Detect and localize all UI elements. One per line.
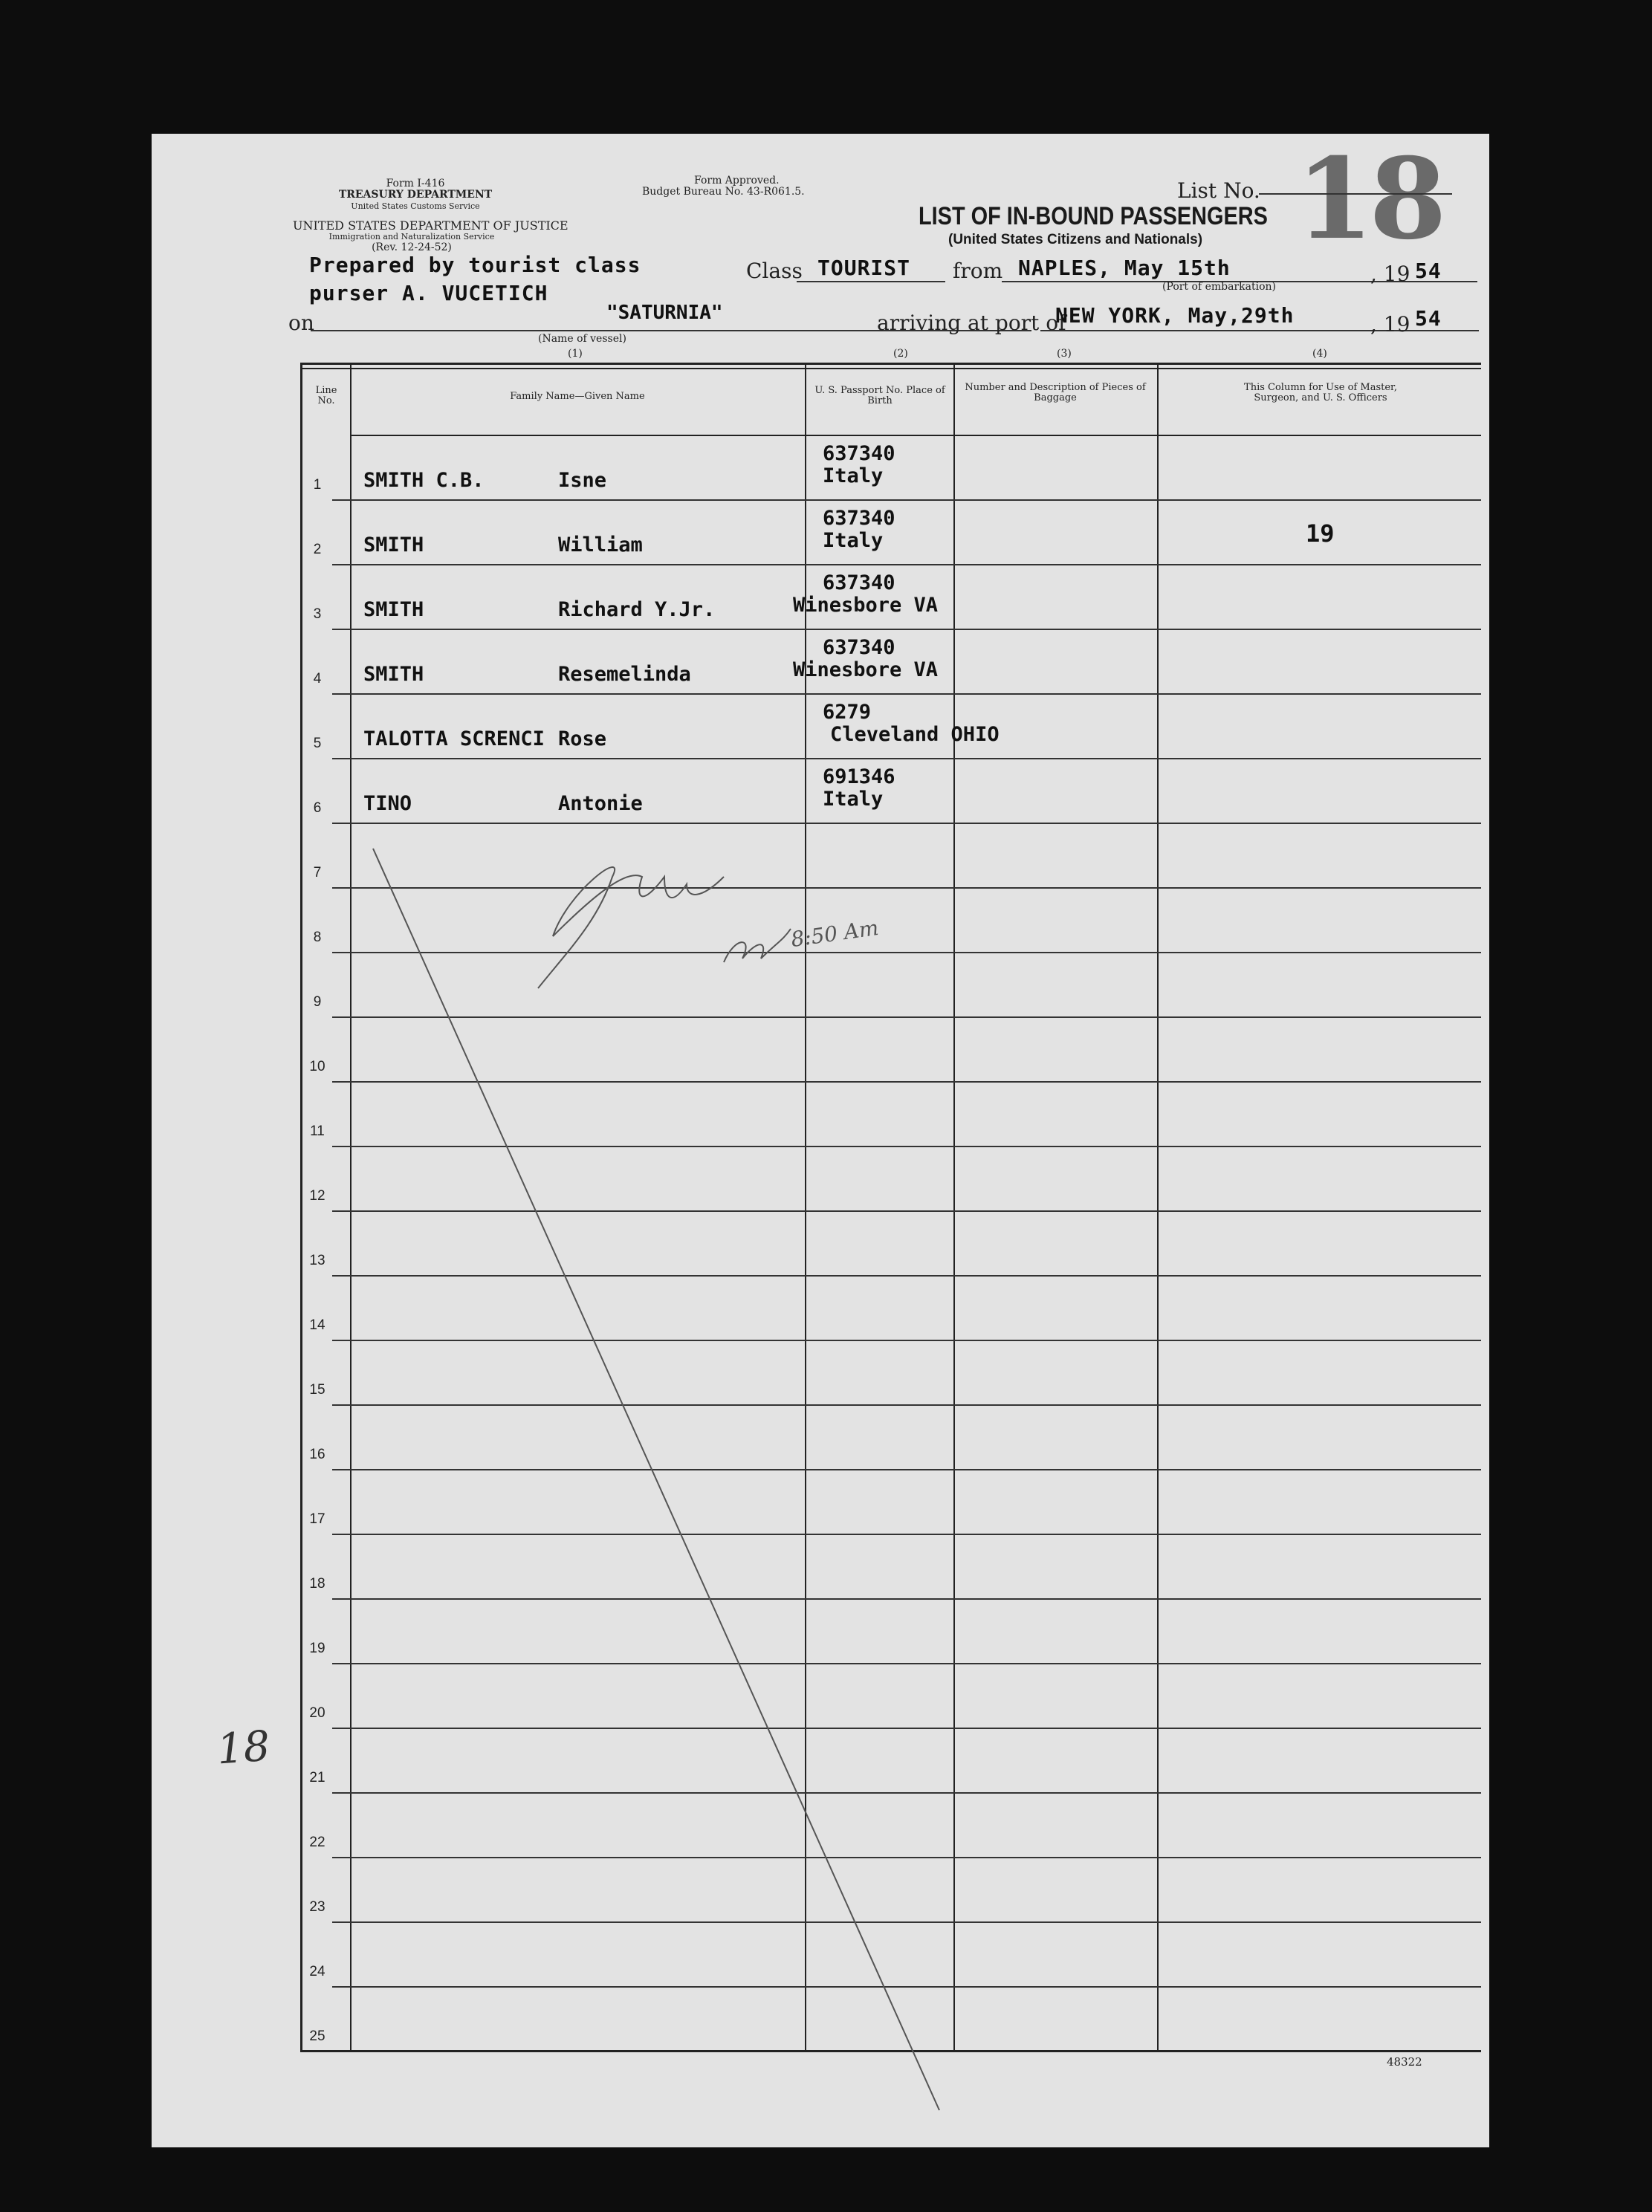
passenger-given-name: Resemelinda	[558, 663, 691, 686]
passenger-list-form	[152, 134, 1489, 2147]
year2-prefix: , 19	[1370, 312, 1410, 337]
passenger-family-name: SMITH	[363, 533, 424, 557]
place-of-birth: Italy	[823, 788, 884, 811]
passport-number: 637340	[823, 636, 895, 659]
prepared-by-line2: purser A. VUCETICH	[309, 281, 548, 305]
prepared-by-line1: Prepared by tourist class	[309, 253, 641, 277]
row-number: 13	[309, 1253, 325, 1268]
margin-handwritten-number: 18	[215, 1722, 272, 1774]
row-number: 1	[313, 477, 322, 493]
place-of-birth: Winesbore VA	[793, 658, 939, 681]
budget-bureau: Budget Bureau No. 43-R061.5.	[642, 186, 805, 198]
passenger-given-name: Antonie	[558, 792, 643, 815]
passport-number: 6279	[823, 701, 872, 724]
list-number: 18	[1296, 134, 1442, 265]
row-number: 5	[313, 736, 322, 751]
customs-service: United States Customs Service	[351, 201, 480, 211]
header-baggage: Number and Description of Pieces of Baggage	[965, 382, 1146, 403]
print-number: 48322	[1387, 2055, 1422, 2069]
row-number: 4	[313, 671, 322, 687]
row-number: 16	[309, 1447, 325, 1462]
row-number: 12	[309, 1188, 325, 1204]
treasury-department: TREASURY DEPARTMENT	[338, 189, 493, 201]
row-number: 25	[309, 2028, 325, 2044]
justice-department: UNITED STATES DEPARTMENT OF JUSTICE	[293, 218, 569, 233]
from-label: from	[953, 259, 1003, 283]
header-line-no: Line No.	[315, 385, 337, 406]
col-num-4: (4)	[1312, 348, 1327, 360]
handwritten-initials-scribble	[724, 929, 791, 962]
from-note: (Port of embarkation)	[1162, 281, 1276, 293]
place-of-birth: Cleveland OHIO	[830, 723, 1000, 746]
col-num-1: (1)	[568, 348, 583, 360]
row-number: 2	[313, 542, 322, 557]
passenger-given-name: William	[558, 533, 643, 557]
row-number: 8	[313, 930, 322, 945]
cancel-diagonal-line	[152, 134, 1489, 2147]
place-of-birth: Winesbore VA	[793, 594, 939, 617]
row-number: 24	[309, 1964, 325, 1979]
col-num-2: (2)	[893, 348, 908, 360]
place-of-birth: Italy	[823, 529, 884, 552]
passport-number: 691346	[823, 765, 895, 788]
passenger-family-name: TINO	[363, 792, 412, 815]
year2-value: 54	[1415, 306, 1442, 331]
list-subtitle: (United States Citizens and Nationals)	[948, 232, 1203, 247]
row-number: 18	[309, 1576, 325, 1592]
place-of-birth: Italy	[823, 464, 884, 487]
passport-number: 637340	[823, 571, 895, 594]
vessel-note: (Name of vessel)	[538, 333, 626, 345]
from-value: NAPLES, May 15th	[1018, 256, 1231, 280]
passenger-given-name: Rose	[558, 727, 607, 750]
row-number: 14	[309, 1317, 325, 1333]
handwritten-time-note: 8:50 Am	[789, 915, 881, 953]
form-approved: Form Approved.	[694, 175, 780, 187]
row-number: 3	[313, 606, 322, 622]
on-label: on	[288, 311, 314, 335]
handwritten-signature-scribble	[538, 867, 724, 988]
row-number: 11	[310, 1123, 325, 1139]
header-officers: This Column for Use of Master, Surgeon, and U. S. Officers	[1244, 382, 1397, 403]
list-title: LIST OF IN-BOUND PASSENGERS	[919, 202, 1268, 230]
year1-value: 54	[1415, 259, 1442, 283]
class-label: Class	[746, 259, 803, 283]
revision: (Rev. 12-24-52)	[372, 241, 452, 253]
row-number: 17	[309, 1511, 325, 1527]
passport-number: 637340	[823, 507, 895, 530]
row-number: 7	[313, 865, 322, 880]
row-number: 15	[309, 1382, 325, 1398]
row-number: 23	[309, 1899, 325, 1915]
form-number: Form I-416	[386, 178, 445, 189]
row-number: 20	[309, 1705, 325, 1721]
list-no-label: List No.	[1177, 178, 1260, 203]
row-number: 10	[309, 1059, 325, 1074]
row-number: 6	[313, 800, 322, 816]
row-number: 19	[309, 1641, 325, 1656]
passenger-given-name: Isne	[558, 469, 607, 492]
officer-note: 19	[1306, 519, 1335, 548]
header-passport: U. S. Passport No. Place of Birth	[814, 385, 945, 406]
passenger-family-name: SMITH C.B.	[363, 469, 485, 492]
passenger-given-name: Richard Y.Jr.	[558, 598, 716, 621]
passport-number: 637340	[823, 442, 895, 465]
year1-prefix: , 19	[1370, 262, 1410, 286]
passenger-family-name: SMITH	[363, 598, 424, 621]
arriving-label: arriving at port of	[877, 311, 1066, 335]
ins-service: Immigration and Naturalization Service	[328, 232, 495, 241]
class-value: TOURIST	[817, 256, 911, 280]
vessel-name: "SATURNIA"	[606, 302, 723, 324]
row-number: 9	[313, 994, 322, 1010]
col-num-3: (3)	[1057, 348, 1072, 360]
row-number: 21	[309, 1770, 325, 1786]
row-number: 22	[309, 1835, 325, 1850]
header-family-name: Family Name—Given Name	[510, 391, 645, 402]
passenger-family-name: TALOTTA SCRENCI	[363, 727, 545, 750]
passenger-family-name: SMITH	[363, 663, 424, 686]
arrival-value: NEW YORK, May,29th	[1055, 303, 1295, 328]
